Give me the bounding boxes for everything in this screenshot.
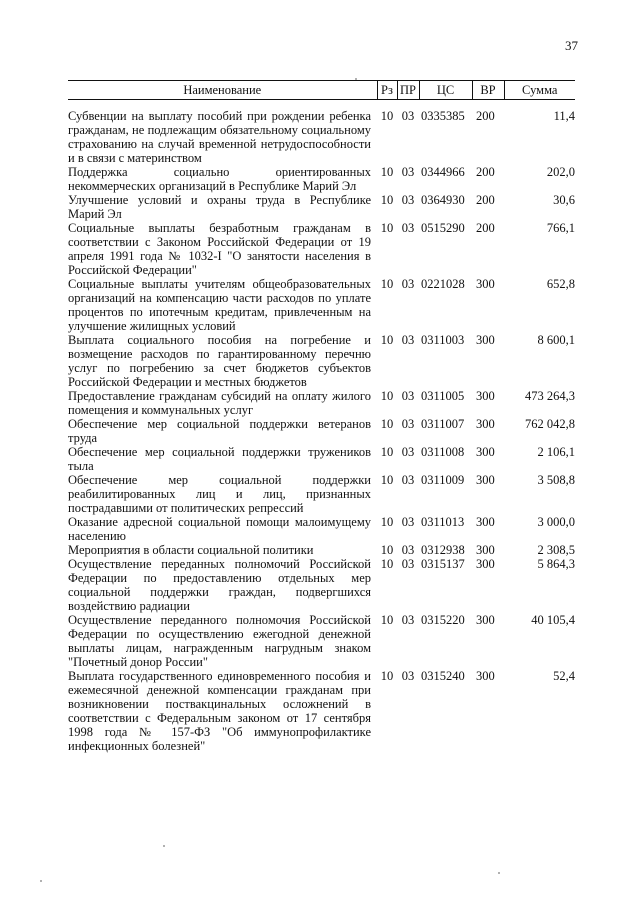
table-row <box>68 165 575 193</box>
row-sum: 202,0 <box>546 165 575 179</box>
row-sum: 3 000,0 <box>537 515 575 529</box>
row-cs: 0312938 <box>421 543 465 557</box>
row-rz: 10 <box>380 473 394 487</box>
row-sum: 2 308,5 <box>537 543 575 557</box>
row-name: Улучшение условий и охраны труда в Республике Марий Эл <box>68 193 371 221</box>
row-cs: 0311005 <box>421 389 465 403</box>
scan-speck <box>498 872 500 874</box>
header-pr: ПР <box>397 81 419 100</box>
row-rz: 10 <box>380 193 394 207</box>
scan-speck <box>355 78 357 80</box>
row-pr: 03 <box>401 165 415 179</box>
table-row <box>68 557 575 613</box>
row-pr: 03 <box>401 669 415 683</box>
row-sum: 11,4 <box>553 109 575 123</box>
row-sum: 52,4 <box>553 669 575 683</box>
row-cs: 0315137 <box>421 557 465 571</box>
table-row <box>68 613 575 669</box>
row-rz: 10 <box>380 543 394 557</box>
row-pr: 03 <box>401 221 415 235</box>
row-pr: 03 <box>401 473 415 487</box>
table-row <box>68 669 575 753</box>
row-name: Мероприятия в области социальной политики <box>68 543 314 557</box>
scan-speck <box>40 880 42 882</box>
row-rz: 10 <box>380 515 394 529</box>
row-pr: 03 <box>401 543 415 557</box>
row-pr: 03 <box>401 557 415 571</box>
row-vr: 300 <box>476 515 495 529</box>
table-row <box>68 417 575 445</box>
header-name: Наименование <box>68 81 377 100</box>
table-row <box>68 100 575 166</box>
header-sum: Сумма <box>504 81 575 100</box>
row-rz: 10 <box>380 333 394 347</box>
header-vr: ВР <box>472 81 504 100</box>
row-sum: 3 508,8 <box>537 473 575 487</box>
table-row <box>68 333 575 389</box>
table-row <box>68 277 575 333</box>
row-vr: 300 <box>476 613 495 627</box>
header-rz: Рз <box>377 81 397 100</box>
row-cs: 0311013 <box>421 515 465 529</box>
row-pr: 03 <box>401 193 415 207</box>
row-cs: 0364930 <box>421 193 465 207</box>
row-cs: 0335385 <box>421 109 465 123</box>
row-name: Предоставление гражданам субсидий на оплату жилого помещения и коммунальных услуг <box>68 389 371 417</box>
row-rz: 10 <box>380 221 394 235</box>
row-sum: 30,6 <box>553 193 575 207</box>
row-vr: 200 <box>476 221 495 235</box>
row-pr: 03 <box>401 109 415 123</box>
row-name: Осуществление переданного полномочия Российской Федерации по осуществлению ежегодной денежной выплаты лицам, награжденным нагрудным знаком "Почетный донор России" <box>68 613 371 669</box>
row-cs: 0315220 <box>421 613 465 627</box>
row-vr: 300 <box>476 557 495 571</box>
row-sum: 8 600,1 <box>537 333 575 347</box>
row-cs: 0311003 <box>421 333 465 347</box>
row-pr: 03 <box>401 613 415 627</box>
row-vr: 300 <box>476 333 495 347</box>
row-sum: 766,1 <box>546 221 575 235</box>
row-rz: 10 <box>380 277 394 291</box>
row-pr: 03 <box>401 445 415 459</box>
table-row <box>68 445 575 473</box>
row-cs: 0515290 <box>421 221 465 235</box>
row-rz: 10 <box>380 165 394 179</box>
row-cs: 0221028 <box>421 277 465 291</box>
row-sum: 5 864,3 <box>537 557 575 571</box>
row-name: Оказание адресной социальной помощи малоимущему населению <box>68 515 371 543</box>
row-vr: 300 <box>476 445 495 459</box>
row-vr: 300 <box>476 669 495 683</box>
row-rz: 10 <box>380 669 394 683</box>
row-sum: 473 264,3 <box>525 389 575 403</box>
row-cs: 0311007 <box>421 417 465 431</box>
row-vr: 200 <box>476 109 495 123</box>
row-cs: 0315240 <box>421 669 465 683</box>
row-name: Выплата социального пособия на погребение и возмещение расходов по гарантированному перечню услуг по погребению за счет бюджетов субъектов Российской Федерации и местных бюджетов <box>68 333 371 389</box>
row-vr: 300 <box>476 543 495 557</box>
row-rz: 10 <box>380 417 394 431</box>
table-row <box>68 473 575 515</box>
row-pr: 03 <box>401 277 415 291</box>
row-vr: 200 <box>476 165 495 179</box>
row-name: Выплата государственного единовременного пособия и ежемесячной денежной компенсации гражданам при возникновении поствакцинальных осложнений в соответствии с Федеральным законом от 17 сентября 1998 года № 157-ФЗ "Об иммунопрофилактике инфекционных болезней" <box>68 669 371 753</box>
row-vr: 300 <box>476 277 495 291</box>
row-rz: 10 <box>380 557 394 571</box>
row-pr: 03 <box>401 417 415 431</box>
table-row <box>68 221 575 277</box>
table-row <box>68 193 575 221</box>
row-pr: 03 <box>401 333 415 347</box>
table-row <box>68 389 575 417</box>
row-pr: 03 <box>401 389 415 403</box>
row-rz: 10 <box>380 445 394 459</box>
row-name: Обеспечение мер социальной поддержки реабилитированных лиц и лиц, признанных пострадавшими от политических репрессий <box>68 473 371 515</box>
row-rz: 10 <box>380 613 394 627</box>
row-sum: 40 105,4 <box>531 613 575 627</box>
row-name: Социальные выплаты безработным гражданам в соответствии с Законом Российской Федерации от 19 апреля 1991 года № 1032-I "О занятости населения в Российской Федерации" <box>68 221 371 277</box>
page-number: 37 <box>565 38 578 53</box>
table-row <box>68 543 575 557</box>
row-sum: 762 042,8 <box>525 417 575 431</box>
table-header <box>68 81 575 100</box>
row-name: Субвенции на выплату пособий при рождении ребенка гражданам, не подлежащим обязательному социальному страхованию на случай временной нетрудоспособности и в связи с материнством <box>68 109 371 165</box>
row-pr: 03 <box>401 515 415 529</box>
row-vr: 200 <box>476 193 495 207</box>
row-name: Обеспечение мер социальной поддержки тружеников тыла <box>68 445 371 473</box>
row-name: Осуществление переданных полномочий Российской Федерации по предоставлению отдельных мер социальной поддержки граждан, подвергшихся воздействию радиации <box>68 557 371 613</box>
row-cs: 0311009 <box>421 473 465 487</box>
row-sum: 2 106,1 <box>537 445 575 459</box>
table-body <box>68 100 575 754</box>
row-cs: 0311008 <box>421 445 465 459</box>
row-sum: 652,8 <box>546 277 575 291</box>
row-vr: 300 <box>476 417 495 431</box>
row-vr: 300 <box>476 389 495 403</box>
row-rz: 10 <box>380 109 394 123</box>
row-name: Обеспечение мер социальной поддержки ветеранов труда <box>68 417 371 445</box>
scan-speck <box>163 845 165 847</box>
row-rz: 10 <box>380 389 394 403</box>
row-cs: 0344966 <box>421 165 465 179</box>
header-cs: ЦС <box>419 81 472 100</box>
row-vr: 300 <box>476 473 495 487</box>
table-row <box>68 515 575 543</box>
row-name: Социальные выплаты учителям общеобразовательных организаций на компенсацию части расходов по уплате процентов по ипотечным кредитам, привлеченным на улучшение жилищных условий <box>68 277 371 333</box>
row-name: Поддержка социально ориентированных некоммерческих организаций в Республике Марий Эл <box>68 165 371 193</box>
budget-table <box>68 80 575 753</box>
